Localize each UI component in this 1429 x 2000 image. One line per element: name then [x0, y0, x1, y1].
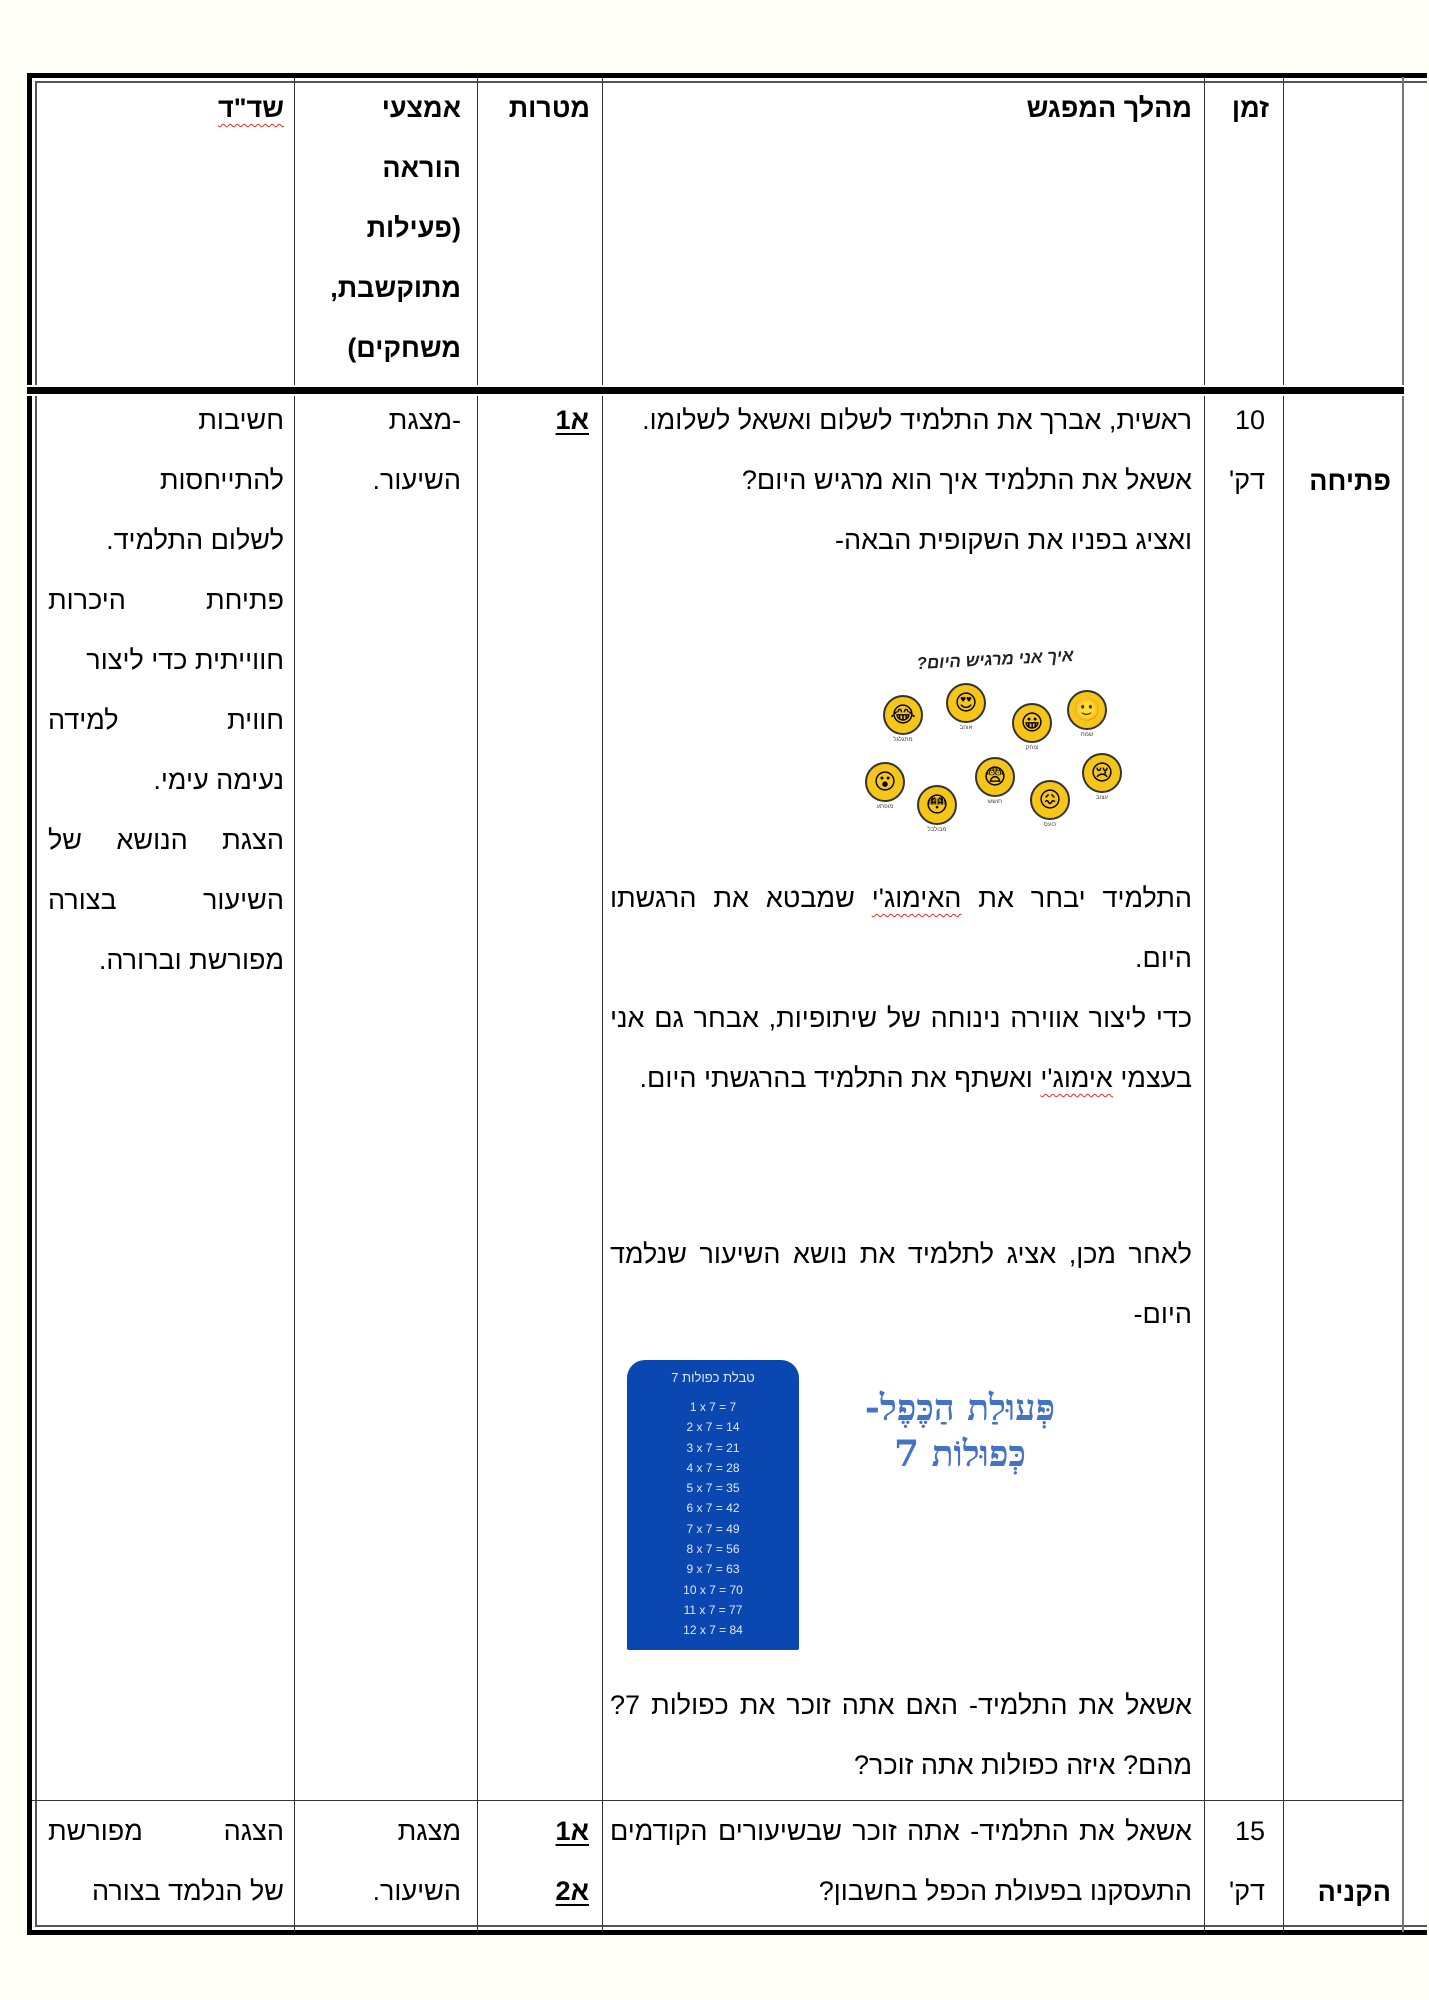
header-goals: מטרות — [508, 93, 590, 123]
col-divider — [1283, 77, 1284, 1932]
emoji-feelings-slide: איך אני מרגיש היום? 😂 מתגלגל 😍 אוהב 😀 צוחק 🙂 שמח 😮 מופתע 😳 מבולבל 😨 חושש 😖 כועס 😢 עצוב — [845, 640, 1145, 840]
emoji-sad-icon: 😢 — [1082, 753, 1122, 793]
stage-instruction: הקניה — [1317, 1877, 1391, 1907]
process-opening-topic: לאחר מכן, אציג לתלמיד את נושא השיעור שנלמד היום- — [610, 1239, 1192, 1329]
emoji-love-icon: 😍 — [946, 683, 986, 723]
col-divider — [477, 77, 478, 1932]
process-instruction: אשאל את התלמיד- אתה זוכר שבשיעורים הקודמים התעסקנו בפעולת הכפל בחשבון? — [610, 1816, 1192, 1906]
time-instruction: 15 דק' — [1228, 1816, 1265, 1906]
process-opening-intro: ראשית, אברך את התלמיד לשלום ואשאל לשלומו. אשאל את התלמיד איך הוא מרגיש היום? ואציג בפניו את השקופית הבאה- — [642, 405, 1192, 555]
col-divider — [602, 77, 603, 1932]
time-opening: 10 דק' — [1228, 405, 1265, 495]
multiplication-table-card: טבלת כפולות 7 1 x 7 = 7 2 x 7 = 14 3 x 7 = 21 4 x 7 = 28 5 x 7 = 35 6 x 7 = 42 7 x 7 = 49 8 x 7 = 56 9 x 7 = 63 10 x 7 = 70 11 x 7 = 77 12 x 7 = 84 — [627, 1360, 799, 1650]
table-right-edge — [1402, 77, 1404, 1932]
goals-instruction: א1 א2 — [555, 1816, 589, 1906]
process-opening-emoji-text: התלמיד יבחר את האימוג'י שמבטא את הרגשתו היום. כדי ליצור אווירה נינוחה של שיתופיות, אבחר גם אני בעצמי אימוג'י ואשתף את התלמיד בהרגשתי היום. — [610, 883, 1192, 1093]
emoji-angry-icon: 😖 — [1030, 780, 1070, 820]
means-opening: -מצגת השיעור. — [372, 405, 461, 495]
rationale-opening: חשיבות להתייחסות לשלום התלמיד. פתיחת היכרות חווייתית כדי ליצור חווית למידה נעימה עימי. הצגת הנושא של השיעור בצורה מפורשת וברורה. — [48, 405, 284, 975]
emoji-grinning-icon: 😀 — [1012, 703, 1052, 743]
header-time: זמן — [1231, 93, 1269, 123]
process-opening-question: אשאל את התלמיד- האם אתה זוכר את כפולות 7? מהם? איזה כפולות אתה זוכר? — [610, 1690, 1192, 1780]
emoji-surprised-icon: 😮 — [865, 762, 905, 802]
rationale-instruction: הצגה מפורשת של הנלמד בצורה — [48, 1816, 284, 1906]
col-divider — [1204, 77, 1205, 1932]
header-means: אמצעי הוראה (פעילות מתוקשבת, משחקים) — [330, 93, 461, 363]
emoji-scared-icon: 😨 — [975, 757, 1015, 797]
goals-opening: א1 — [555, 405, 589, 435]
header-process: מהלך המפגש — [1026, 93, 1192, 123]
means-instruction: מצגת השיעור. — [372, 1816, 461, 1906]
emoji-confused-icon: 😳 — [917, 785, 957, 825]
emoji-happy-icon: 🙂 — [1067, 690, 1107, 730]
multiplication-heading: פְּעוּלַת הַכֶּפֶל- כְּפוּלוֹת 7 — [864, 1387, 1056, 1475]
stage-opening: פתיחה — [1309, 466, 1391, 496]
header-rationale: שד"ד — [218, 93, 284, 123]
emoji-slide-title: איך אני מרגיש היום? — [916, 645, 1074, 674]
emoji-laughing-icon: 😂 — [883, 695, 923, 735]
